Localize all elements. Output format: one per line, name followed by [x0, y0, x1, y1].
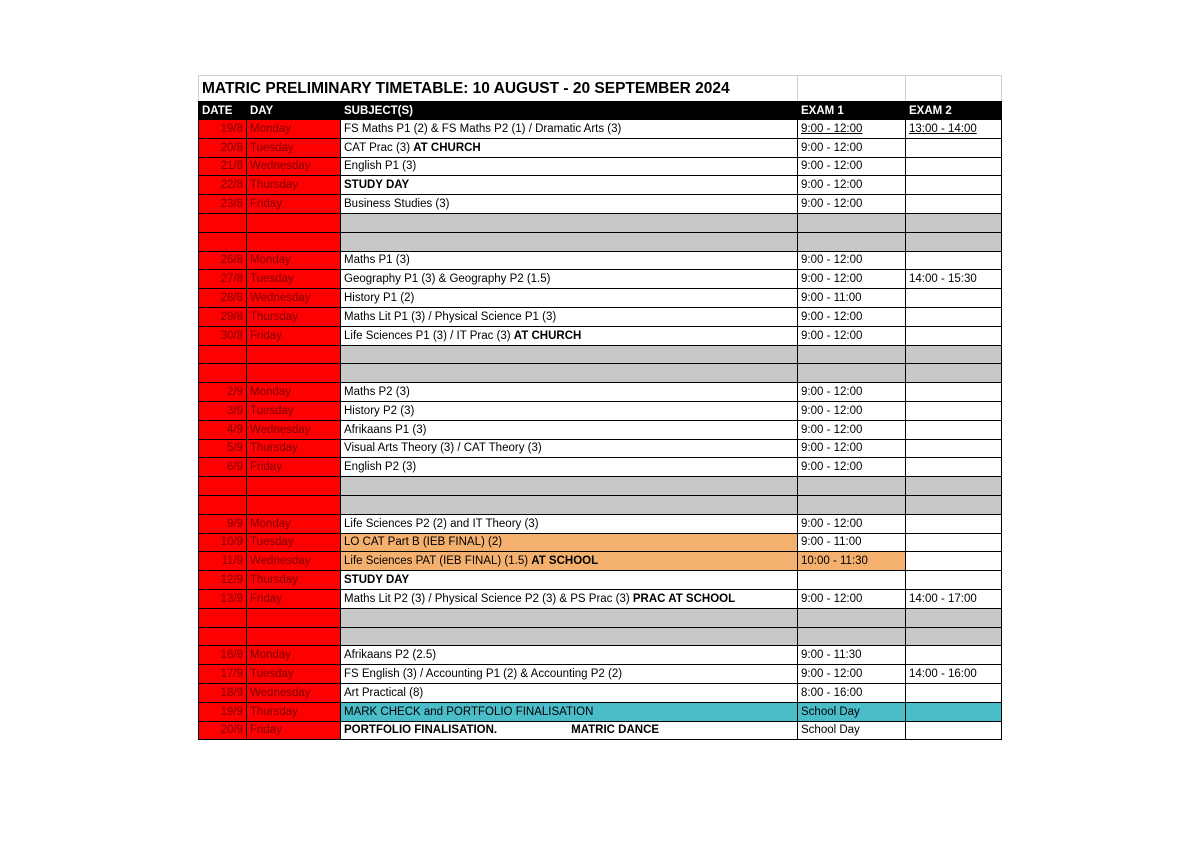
date-cell: 17/9	[199, 665, 247, 684]
subject-cell	[341, 458, 798, 477]
exam2-time-cell	[906, 401, 1002, 420]
title-row	[199, 76, 1002, 102]
exam2-time-cell	[906, 571, 1002, 590]
exam-row	[199, 646, 1002, 665]
exam-row	[199, 120, 1002, 139]
exam-row	[199, 326, 1002, 345]
exam2-time-cell: 14:00 - 15:30	[906, 270, 1002, 289]
subject-cell	[341, 195, 798, 214]
date-cell: 27/8	[199, 270, 247, 289]
subject-bold-note: STUDY DAY	[344, 179, 410, 192]
gap-day-cell	[247, 232, 341, 251]
subject-text: FS Maths P1 (2) & FS Maths P2 (1) / Dramatic Arts (3)	[344, 122, 622, 135]
date-cell: 19/9	[199, 702, 247, 721]
exam2-time-cell	[906, 439, 1002, 458]
week-gap-row	[199, 495, 1002, 514]
subject-text: FS English (3) / Accounting P1 (2) & Accounting P2 (2)	[344, 668, 623, 680]
subject-bold-note: AT SCHOOL	[531, 555, 599, 568]
gap-subject-cell	[341, 608, 798, 627]
subject-cell	[341, 326, 798, 345]
date-cell: 18/9	[199, 683, 247, 702]
date-cell: 29/8	[199, 307, 247, 326]
date-cell: 3/9	[199, 401, 247, 420]
date-cell: 21/8	[199, 157, 247, 176]
exam-row	[199, 514, 1002, 533]
subject-cell	[341, 589, 798, 608]
subject-cell	[341, 533, 798, 552]
subject-cell	[341, 120, 798, 139]
subject-cell	[341, 401, 798, 420]
exam2-time-cell	[906, 552, 1002, 571]
date-cell: 22/8	[199, 176, 247, 195]
day-cell: Monday	[247, 514, 341, 533]
gap-day-cell	[247, 608, 341, 627]
subject-text: History P2 (3)	[344, 404, 415, 417]
exam2-time-cell	[906, 721, 1002, 740]
day-cell: Friday	[247, 721, 341, 740]
week-gap-row	[199, 364, 1002, 383]
gap-date-cell	[199, 232, 247, 251]
date-cell: 13/9	[199, 589, 247, 608]
exam1-time-cell: 9:00 - 12:00	[798, 439, 906, 458]
day-cell: Wednesday	[247, 552, 341, 571]
exam2-time-cell: 13:00 - 14:00	[906, 120, 1002, 139]
subject-text: Afrikaans P1 (3)	[344, 423, 427, 436]
day-cell: Monday	[247, 646, 341, 665]
date-cell: 30/8	[199, 326, 247, 345]
exam-row	[199, 589, 1002, 608]
header-day: DAY	[247, 102, 341, 120]
gap-day-cell	[247, 495, 341, 514]
exam-row	[199, 251, 1002, 270]
subject-bold-note: AT CHURCH	[413, 141, 481, 154]
gap-exam2-cell	[906, 608, 1002, 627]
subject-text: Geography P1 (3) & Geography P2 (1.5)	[344, 273, 551, 286]
exam-row	[199, 195, 1002, 214]
subject-text: Art Practical (8)	[344, 686, 424, 699]
gap-subject-cell	[341, 345, 798, 364]
subject-text: Afrikaans P2 (2.5)	[344, 649, 437, 662]
gap-exam1-cell	[798, 627, 906, 646]
day-cell: Friday	[247, 326, 341, 345]
week-gap-row	[199, 345, 1002, 364]
exam2-time-cell	[906, 683, 1002, 702]
subject-cell	[341, 514, 798, 533]
date-cell: 16/9	[199, 646, 247, 665]
week-gap-row	[199, 232, 1002, 251]
exam1-time-cell: School Day	[798, 721, 906, 740]
exam1-time-cell: 9:00 - 11:00	[798, 533, 906, 552]
day-cell: Monday	[247, 120, 341, 139]
header-date: DATE	[199, 102, 247, 120]
week-gap-row	[199, 608, 1002, 627]
gap-exam1-cell	[798, 608, 906, 627]
timetable-title: MATRIC PRELIMINARY TIMETABLE: 10 AUGUST - 20 SEPTEMBER 2024	[199, 76, 798, 102]
exam1-time-cell: 9:00 - 12:00	[798, 420, 906, 439]
exam2-time-cell	[906, 195, 1002, 214]
exam-row	[199, 665, 1002, 684]
gap-exam1-cell	[798, 477, 906, 496]
gap-exam2-cell	[906, 213, 1002, 232]
date-cell: 9/9	[199, 514, 247, 533]
exam1-time-cell: 9:00 - 12:00	[798, 270, 906, 289]
exam-row	[199, 401, 1002, 420]
gap-exam1-cell	[798, 345, 906, 364]
exam-row	[199, 383, 1002, 402]
date-cell: 20/8	[199, 138, 247, 157]
exam1-time-cell: 9:00 - 12:00	[798, 195, 906, 214]
day-cell: Thursday	[247, 307, 341, 326]
header-exam1: EXAM 1	[798, 102, 906, 120]
subject-text: Business Studies (3)	[344, 198, 450, 211]
day-cell: Thursday	[247, 439, 341, 458]
week-gap-row	[199, 627, 1002, 646]
exam2-time-cell	[906, 514, 1002, 533]
date-cell: 6/9	[199, 458, 247, 477]
subject-text: Maths P1 (3)	[344, 254, 410, 267]
title-blank-cell	[798, 76, 906, 102]
day-cell: Tuesday	[247, 138, 341, 157]
exam2-time-cell	[906, 702, 1002, 721]
exam2-time-cell	[906, 420, 1002, 439]
gap-exam2-cell	[906, 345, 1002, 364]
exam-row	[199, 571, 1002, 590]
exam1-time-cell: 9:00 - 12:00	[798, 307, 906, 326]
exam-row	[199, 138, 1002, 157]
day-cell: Tuesday	[247, 665, 341, 684]
subject-cell	[341, 176, 798, 195]
gap-exam2-cell	[906, 495, 1002, 514]
date-cell: 20/9	[199, 721, 247, 740]
exam2-time-cell	[906, 289, 1002, 308]
exam1-time-cell	[798, 571, 906, 590]
subject-cell	[341, 665, 798, 684]
day-cell: Thursday	[247, 571, 341, 590]
date-cell: 5/9	[199, 439, 247, 458]
subject-text: History P1 (2)	[344, 292, 415, 305]
subject-cell	[341, 702, 798, 721]
gap-day-cell	[247, 477, 341, 496]
day-cell: Friday	[247, 195, 341, 214]
timetable-sheet	[198, 75, 1001, 740]
exam2-time-cell	[906, 326, 1002, 345]
exam1-time-cell: 9:00 - 11:00	[798, 289, 906, 308]
exam2-time-cell	[906, 533, 1002, 552]
subject-cell	[341, 270, 798, 289]
exam1-time-cell: 9:00 - 12:00	[798, 326, 906, 345]
day-cell: Wednesday	[247, 289, 341, 308]
day-cell: Tuesday	[247, 401, 341, 420]
timetable	[198, 75, 1002, 740]
day-cell: Wednesday	[247, 420, 341, 439]
exam2-time-cell	[906, 138, 1002, 157]
gap-subject-cell	[341, 364, 798, 383]
exam2-time-cell	[906, 307, 1002, 326]
date-cell: 28/8	[199, 289, 247, 308]
subject-bold-note: STUDY DAY	[344, 574, 410, 587]
gap-date-cell	[199, 627, 247, 646]
exam-row	[199, 533, 1002, 552]
subject-text: English P2 (3)	[344, 461, 417, 474]
gap-date-cell	[199, 608, 247, 627]
exam2-time-cell	[906, 157, 1002, 176]
day-cell: Wednesday	[247, 157, 341, 176]
exam-row	[199, 552, 1002, 571]
exam1-time-cell: 10:00 - 11:30	[798, 552, 906, 571]
gap-day-cell	[247, 627, 341, 646]
date-cell: 19/8	[199, 120, 247, 139]
day-cell: Friday	[247, 589, 341, 608]
gap-day-cell	[247, 345, 341, 364]
exam-row	[199, 458, 1002, 477]
exam-row	[199, 420, 1002, 439]
exam2-time-cell	[906, 176, 1002, 195]
subject-cell	[341, 157, 798, 176]
day-cell: Tuesday	[247, 270, 341, 289]
exam-row	[199, 289, 1002, 308]
header-row	[199, 102, 1002, 120]
week-gap-row	[199, 477, 1002, 496]
gap-date-cell	[199, 345, 247, 364]
day-cell: Wednesday	[247, 683, 341, 702]
gap-exam1-cell	[798, 232, 906, 251]
subject-text: Maths Lit P1 (3) / Physical Science P1 (3)	[344, 310, 557, 323]
subject-text: English P1 (3)	[344, 160, 417, 173]
subject-bold-note: AT CHURCH	[513, 329, 582, 342]
exam2-time-cell: 14:00 - 16:00	[906, 665, 1002, 684]
date-cell: 11/9	[199, 552, 247, 571]
exam-row	[199, 307, 1002, 326]
subject-bold-note: PORTFOLIO FINALISATION.	[344, 724, 498, 737]
exam2-time-cell: 14:00 - 17:00	[906, 589, 1002, 608]
gap-date-cell	[199, 213, 247, 232]
subject-text: Life Sciences PAT (IEB FINAL) (1.5)	[344, 555, 532, 568]
gap-exam2-cell	[906, 477, 1002, 496]
subject-cell	[341, 721, 798, 740]
subject-bold-note-2: MATRIC DANCE	[571, 724, 660, 737]
exam1-time-cell: 9:00 - 11:30	[798, 646, 906, 665]
date-cell: 23/8	[199, 195, 247, 214]
subject-text: Maths P2 (3)	[344, 386, 410, 399]
week-gap-row	[199, 213, 1002, 232]
gap-subject-cell	[341, 232, 798, 251]
exam1-time-cell: 9:00 - 12:00	[798, 383, 906, 402]
subject-text: LO CAT Part B (IEB FINAL) (2)	[344, 536, 503, 549]
exam1-time-cell: School Day	[798, 702, 906, 721]
exam1-time-cell: 9:00 - 12:00	[798, 120, 906, 139]
date-cell: 4/9	[199, 420, 247, 439]
day-cell: Tuesday	[247, 533, 341, 552]
gap-day-cell	[247, 364, 341, 383]
gap-date-cell	[199, 364, 247, 383]
exam1-time-cell: 9:00 - 12:00	[798, 251, 906, 270]
gap-exam1-cell	[798, 364, 906, 383]
subject-text: Maths Lit P2 (3) / Physical Science P2 (3) & PS Prac (3)	[344, 592, 633, 605]
exam1-time-cell: 9:00 - 12:00	[798, 665, 906, 684]
subject-cell	[341, 571, 798, 590]
subject-text: Visual Arts Theory (3) / CAT Theory (3)	[344, 442, 542, 455]
exam1-time-cell: 9:00 - 12:00	[798, 458, 906, 477]
subject-cell	[341, 552, 798, 571]
date-cell: 26/8	[199, 251, 247, 270]
gap-exam2-cell	[906, 364, 1002, 383]
subject-cell	[341, 307, 798, 326]
subject-cell	[341, 683, 798, 702]
exam1-time-cell: 8:00 - 16:00	[798, 683, 906, 702]
subject-text: CAT Prac (3)	[344, 141, 414, 154]
subject-cell	[341, 289, 798, 308]
subject-cell	[341, 138, 798, 157]
subject-text: Life Sciences P1 (3) / IT Prac (3)	[344, 329, 514, 342]
subject-cell	[341, 646, 798, 665]
exam1-time-cell: 9:00 - 12:00	[798, 138, 906, 157]
gap-exam2-cell	[906, 627, 1002, 646]
exam1-time-cell: 9:00 - 12:00	[798, 401, 906, 420]
gap-date-cell	[199, 477, 247, 496]
exam-row	[199, 683, 1002, 702]
exam2-time-cell	[906, 383, 1002, 402]
date-cell: 10/9	[199, 533, 247, 552]
exam1-time-cell: 9:00 - 12:00	[798, 176, 906, 195]
subject-text: Life Sciences P2 (2) and IT Theory (3)	[344, 517, 539, 530]
subject-cell	[341, 420, 798, 439]
gap-exam2-cell	[906, 232, 1002, 251]
gap-date-cell	[199, 495, 247, 514]
day-cell: Monday	[247, 383, 341, 402]
title-blank-cell	[906, 76, 1002, 102]
exam-row	[199, 270, 1002, 289]
gap-subject-cell	[341, 213, 798, 232]
gap-exam1-cell	[798, 495, 906, 514]
exam-row	[199, 721, 1002, 740]
gap-subject-cell	[341, 477, 798, 496]
exam1-time-cell: 9:00 - 12:00	[798, 157, 906, 176]
gap-day-cell	[247, 213, 341, 232]
subject-bold-note: PRAC AT SCHOOL	[632, 592, 736, 605]
day-cell: Thursday	[247, 702, 341, 721]
exam1-time-cell: 9:00 - 12:00	[798, 589, 906, 608]
gap-subject-cell	[341, 495, 798, 514]
exam2-time-cell	[906, 458, 1002, 477]
exam1-time-cell: 9:00 - 12:00	[798, 514, 906, 533]
date-cell: 2/9	[199, 383, 247, 402]
gap-subject-cell	[341, 627, 798, 646]
exam-row	[199, 176, 1002, 195]
day-cell: Monday	[247, 251, 341, 270]
subject-cell	[341, 251, 798, 270]
header-exam2: EXAM 2	[906, 102, 1002, 120]
exam-row	[199, 439, 1002, 458]
subject-text: MARK CHECK and PORTFOLIO FINALISATION	[344, 705, 594, 718]
exam2-time-cell	[906, 251, 1002, 270]
day-cell: Thursday	[247, 176, 341, 195]
exam-row	[199, 702, 1002, 721]
date-cell: 12/9	[199, 571, 247, 590]
exam2-time-cell	[906, 646, 1002, 665]
subject-cell	[341, 439, 798, 458]
header-subjects: SUBJECT(S)	[341, 102, 798, 120]
gap-exam1-cell	[798, 213, 906, 232]
subject-cell	[341, 383, 798, 402]
exam-row	[199, 157, 1002, 176]
day-cell: Friday	[247, 458, 341, 477]
